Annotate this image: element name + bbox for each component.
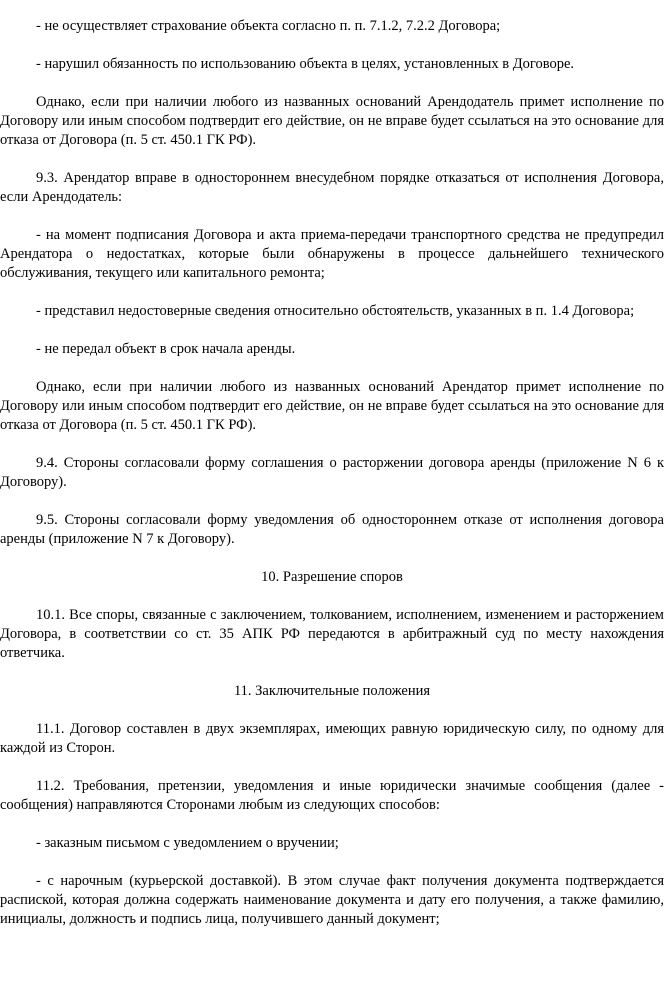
paragraph-false-information: - представил недостоверные сведения относительно обстоятельств, указанных в п. 1.4 Договора;	[36, 303, 635, 319]
paragraph-registered-mail: - заказным письмом с уведомлением о вручении;	[36, 835, 339, 851]
paragraph-courier-delivery: - с нарочным (курьерской доставкой). В этом случае факт получения документа подтверждается распиской, которая должна содержать наименование документа и дату его получения, а также фамилию, инициалы, должность и подпись лица, получившего данный документ;	[0, 873, 664, 927]
paragraph-10-1: 10.1. Все споры, связанные с заключением, толкованием, исполнением, изменением и расторжением Договора, в соответствии со ст. 35 АПК РФ передаются в арбитражный суд по месту нахождения ответчика.	[0, 607, 664, 661]
paragraph-usage-violation: - нарушил обязанность по использованию объекта в целях, установленных в Договоре.	[36, 56, 575, 72]
paragraph-defects-not-disclosed: - на момент подписания Договора и акта приема-передачи транспортного средства не предупредил Арендатора о недостатках, которые были обнаружены в процессе дальнейшего технического обслуживания, текущего или капитального ремонта;	[0, 227, 664, 281]
paragraph-9-3: 9.3. Арендатор вправе в одностороннем внесудебном порядке отказаться от исполнения Договора, если Арендодатель:	[0, 170, 664, 205]
section-heading-dispute-resolution: 10. Разрешение споров	[261, 569, 403, 585]
paragraph-tenant-waiver: Однако, если при наличии любого из названных оснований Арендатор примет исполнение по Договору или иным способом подтвердит его действие, он не вправе будет ссылаться на это основание для отказа от Договора (п. 5 ст. 450.1 ГК РФ).	[0, 379, 664, 433]
paragraph-insurance-clause: - не осуществляет страхование объекта согласно п. п. 7.1.2, 7.2.2 Договора;	[36, 18, 501, 34]
paragraph-11-1: 11.1. Договор составлен в двух экземплярах, имеющих равную юридическую силу, по одному для каждой из Сторон.	[0, 721, 664, 756]
paragraph-9-4: 9.4. Стороны согласовали форму соглашения о расторжении договора аренды (приложение N 6 к Договору).	[0, 455, 664, 490]
paragraph-9-5: 9.5. Стороны согласовали форму уведомления об одностороннем отказе от исполнения договора аренды (приложение N 7 к Договору).	[0, 512, 664, 547]
section-heading-final-provisions: 11. Заключительные положения	[233, 683, 431, 699]
paragraph-landlord-waiver: Однако, если при наличии любого из названных оснований Арендодатель примет исполнение по Договору или иным способом подтвердит его действие, он не вправе будет ссылаться на это основание для отказа от Договора (п. 5 ст. 450.1 ГК РФ).	[0, 94, 664, 148]
paragraph-11-2: 11.2. Требования, претензии, уведомления и иные юридически значимые сообщения (далее - сообщения) направляются Сторонами любым из следующих способов:	[0, 778, 664, 813]
paragraph-late-delivery: - не передал объект в срок начала аренды.	[36, 341, 296, 357]
